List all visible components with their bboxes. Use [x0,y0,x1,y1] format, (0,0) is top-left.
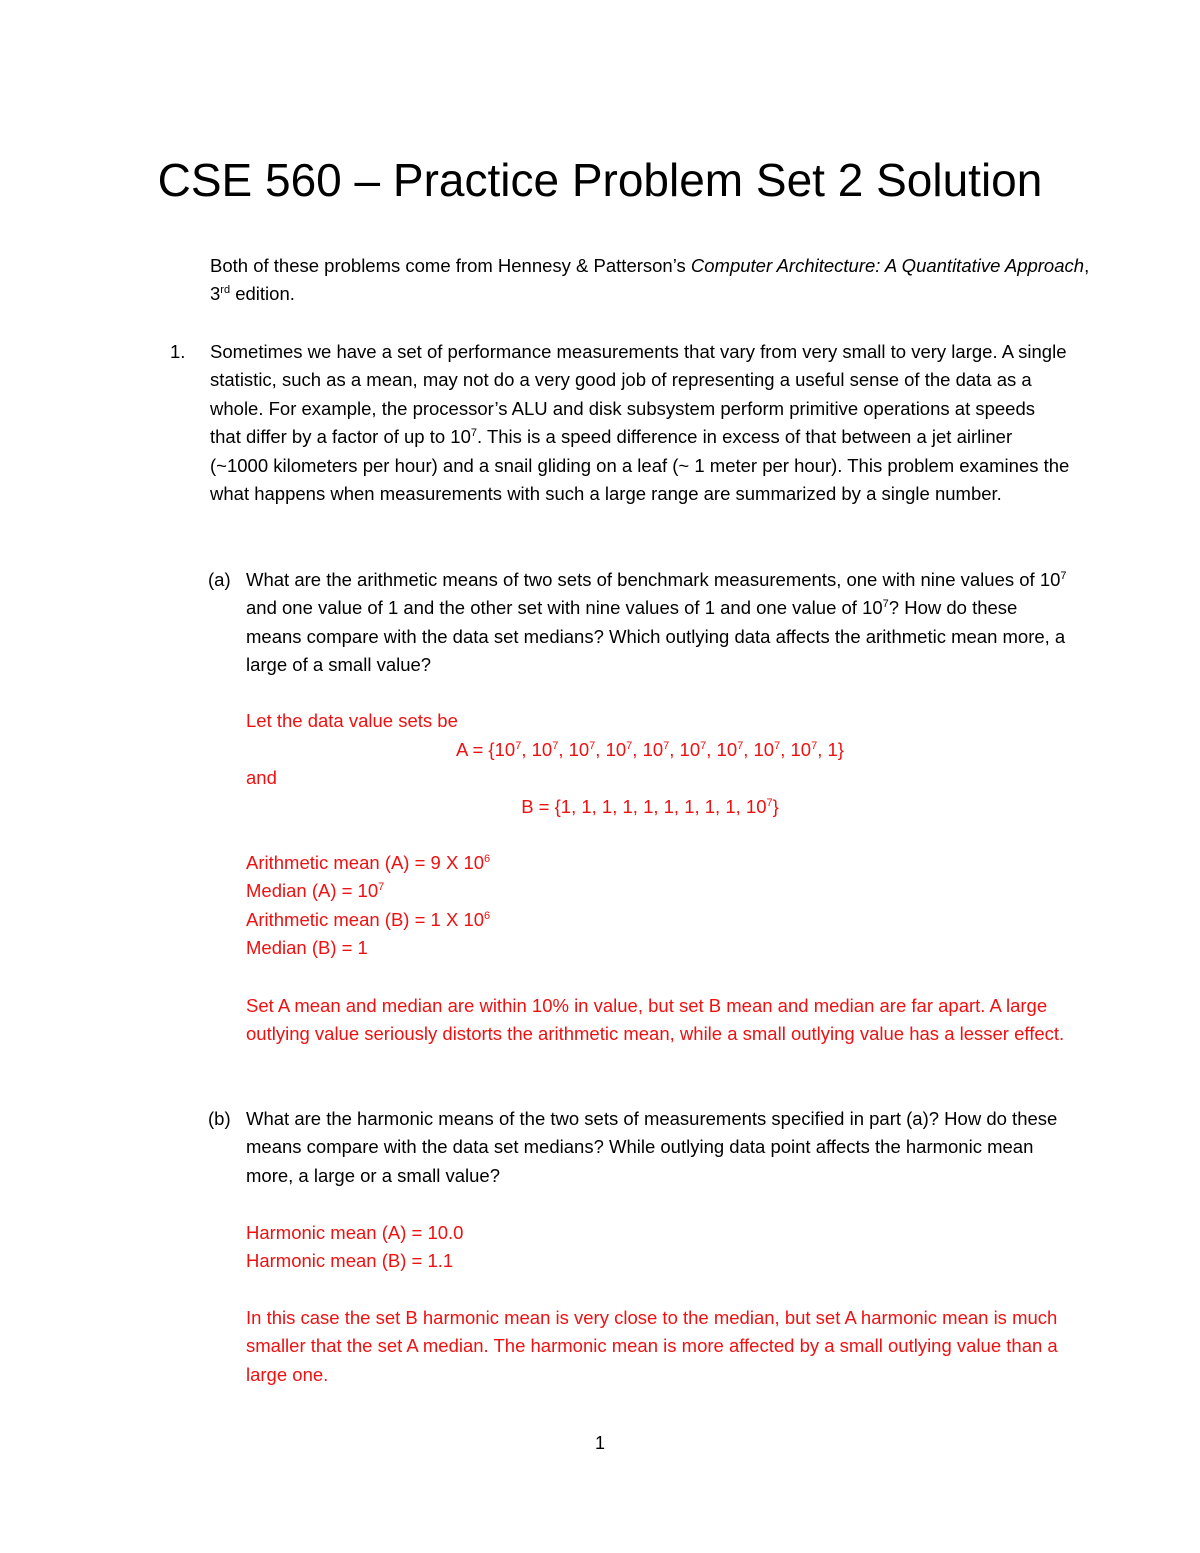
set-a-item: $10^7$, [753,739,791,760]
document-title: CSE 560 – Practice Problem Set 2 Solution [157,154,1043,206]
set-a-item: $10^7$, [679,739,717,760]
part-a-label: (a) [208,569,231,590]
let-sets-text: Let the data value sets be [246,710,458,731]
set-a-item: $10^7$, [605,739,643,760]
harmonic-mean-b: Harmonic mean (B) = 1.1 [246,1250,454,1271]
set-a-item: $10^7$, [716,739,754,760]
intro-text: Both of these problems come from Hennesy & Patterson’s [210,255,691,276]
set-a-item: $10^7$, [790,739,828,760]
harmonic-mean-a: Harmonic mean (A) = 10.0 [246,1222,464,1243]
arithmetic-mean-b: Arithmetic mean (B) = 1 X $10^6$ [246,909,491,930]
arithmetic-mean-a: Arithmetic mean (A) = 9 X $10^6$ [246,852,491,873]
median-a: Median $(A) = 10^7$ [246,880,385,901]
median-b: Median (B) = 1 [246,937,368,958]
set-a-item: $10^7$, [642,739,680,760]
intro-text-end: edition. [230,283,295,305]
part-b-label: (b) [208,1108,231,1129]
book-title: Computer Architecture: A Quantitative Approach [690,255,1085,276]
problem-1-text: Sometimes we have a set of performance measurements that vary from very small to very large. A single statistic, such as a mean, may not do a very good job of representing a useful sense of the data as a whole. For example, the processor’s ALU and disk subsystem perform primitive operations at speeds that differ by a factor of up to $10^7$. This is a speed difference in excess of that between a jet airliner (~1000 kilometers per hour) and a snail gliding on a leaf (~ 1 meter per hour). This problem examines the what happens when measurements with such a large range are summarized by a single number. [210,341,1070,505]
set-a-values [495,739,828,760]
part-b-conclusion: In this case the set B harmonic mean is very close to the median, but set A harmonic mean is much smaller that the set A median. The harmonic mean is more affected by a small outlying value than a large one. [246,1307,1058,1385]
part-a-question: What are the arithmetic means of two sets of benchmark measurements, one with nine values of $10^7$ and one value of 1 and the other set with nine values of 1 and one value of $10^7$? How do these means compare with the data set medians? Which outlying data affects the arithmetic mean more, a large of a small value? [246,569,1067,676]
intro-paragraph [210,252,1110,309]
problem-1-number: 1. [170,341,186,362]
set-b-definition: B = {1, 1, 1, 1, 1, 1, 1, 1, 1, $10^7$} [521,796,779,817]
and-text: and [246,767,277,788]
set-a-item: $10^7$, [568,739,606,760]
set-a-item: $10^7$, [531,739,569,760]
part-b-question: What are the harmonic means of the two sets of measurements specified in part (a)? How do these means compare with the data set medians? While outlying data point affects the harmonic mean more, a large or a small value? [246,1108,1058,1186]
part-a-conclusion: Set A mean and median are within 10% in value, but set B mean and median are far apart. A large outlying value seriously distorts the arithmetic mean, while a small outlying value has a lesser effect. [246,995,1065,1045]
page-number: 1 [594,1433,605,1453]
set-a-item: $10^7$, [494,739,532,760]
intro-text-mid: , 3 [210,255,1090,305]
set-a-definition: $A = \{10^7$, $10^7$, $10^7$, $10^7$, $10^7$, $10^7$, $10^7$, $10^7$, $10^7$, 1} [456,739,844,760]
edition-superscript: rd [220,284,231,297]
